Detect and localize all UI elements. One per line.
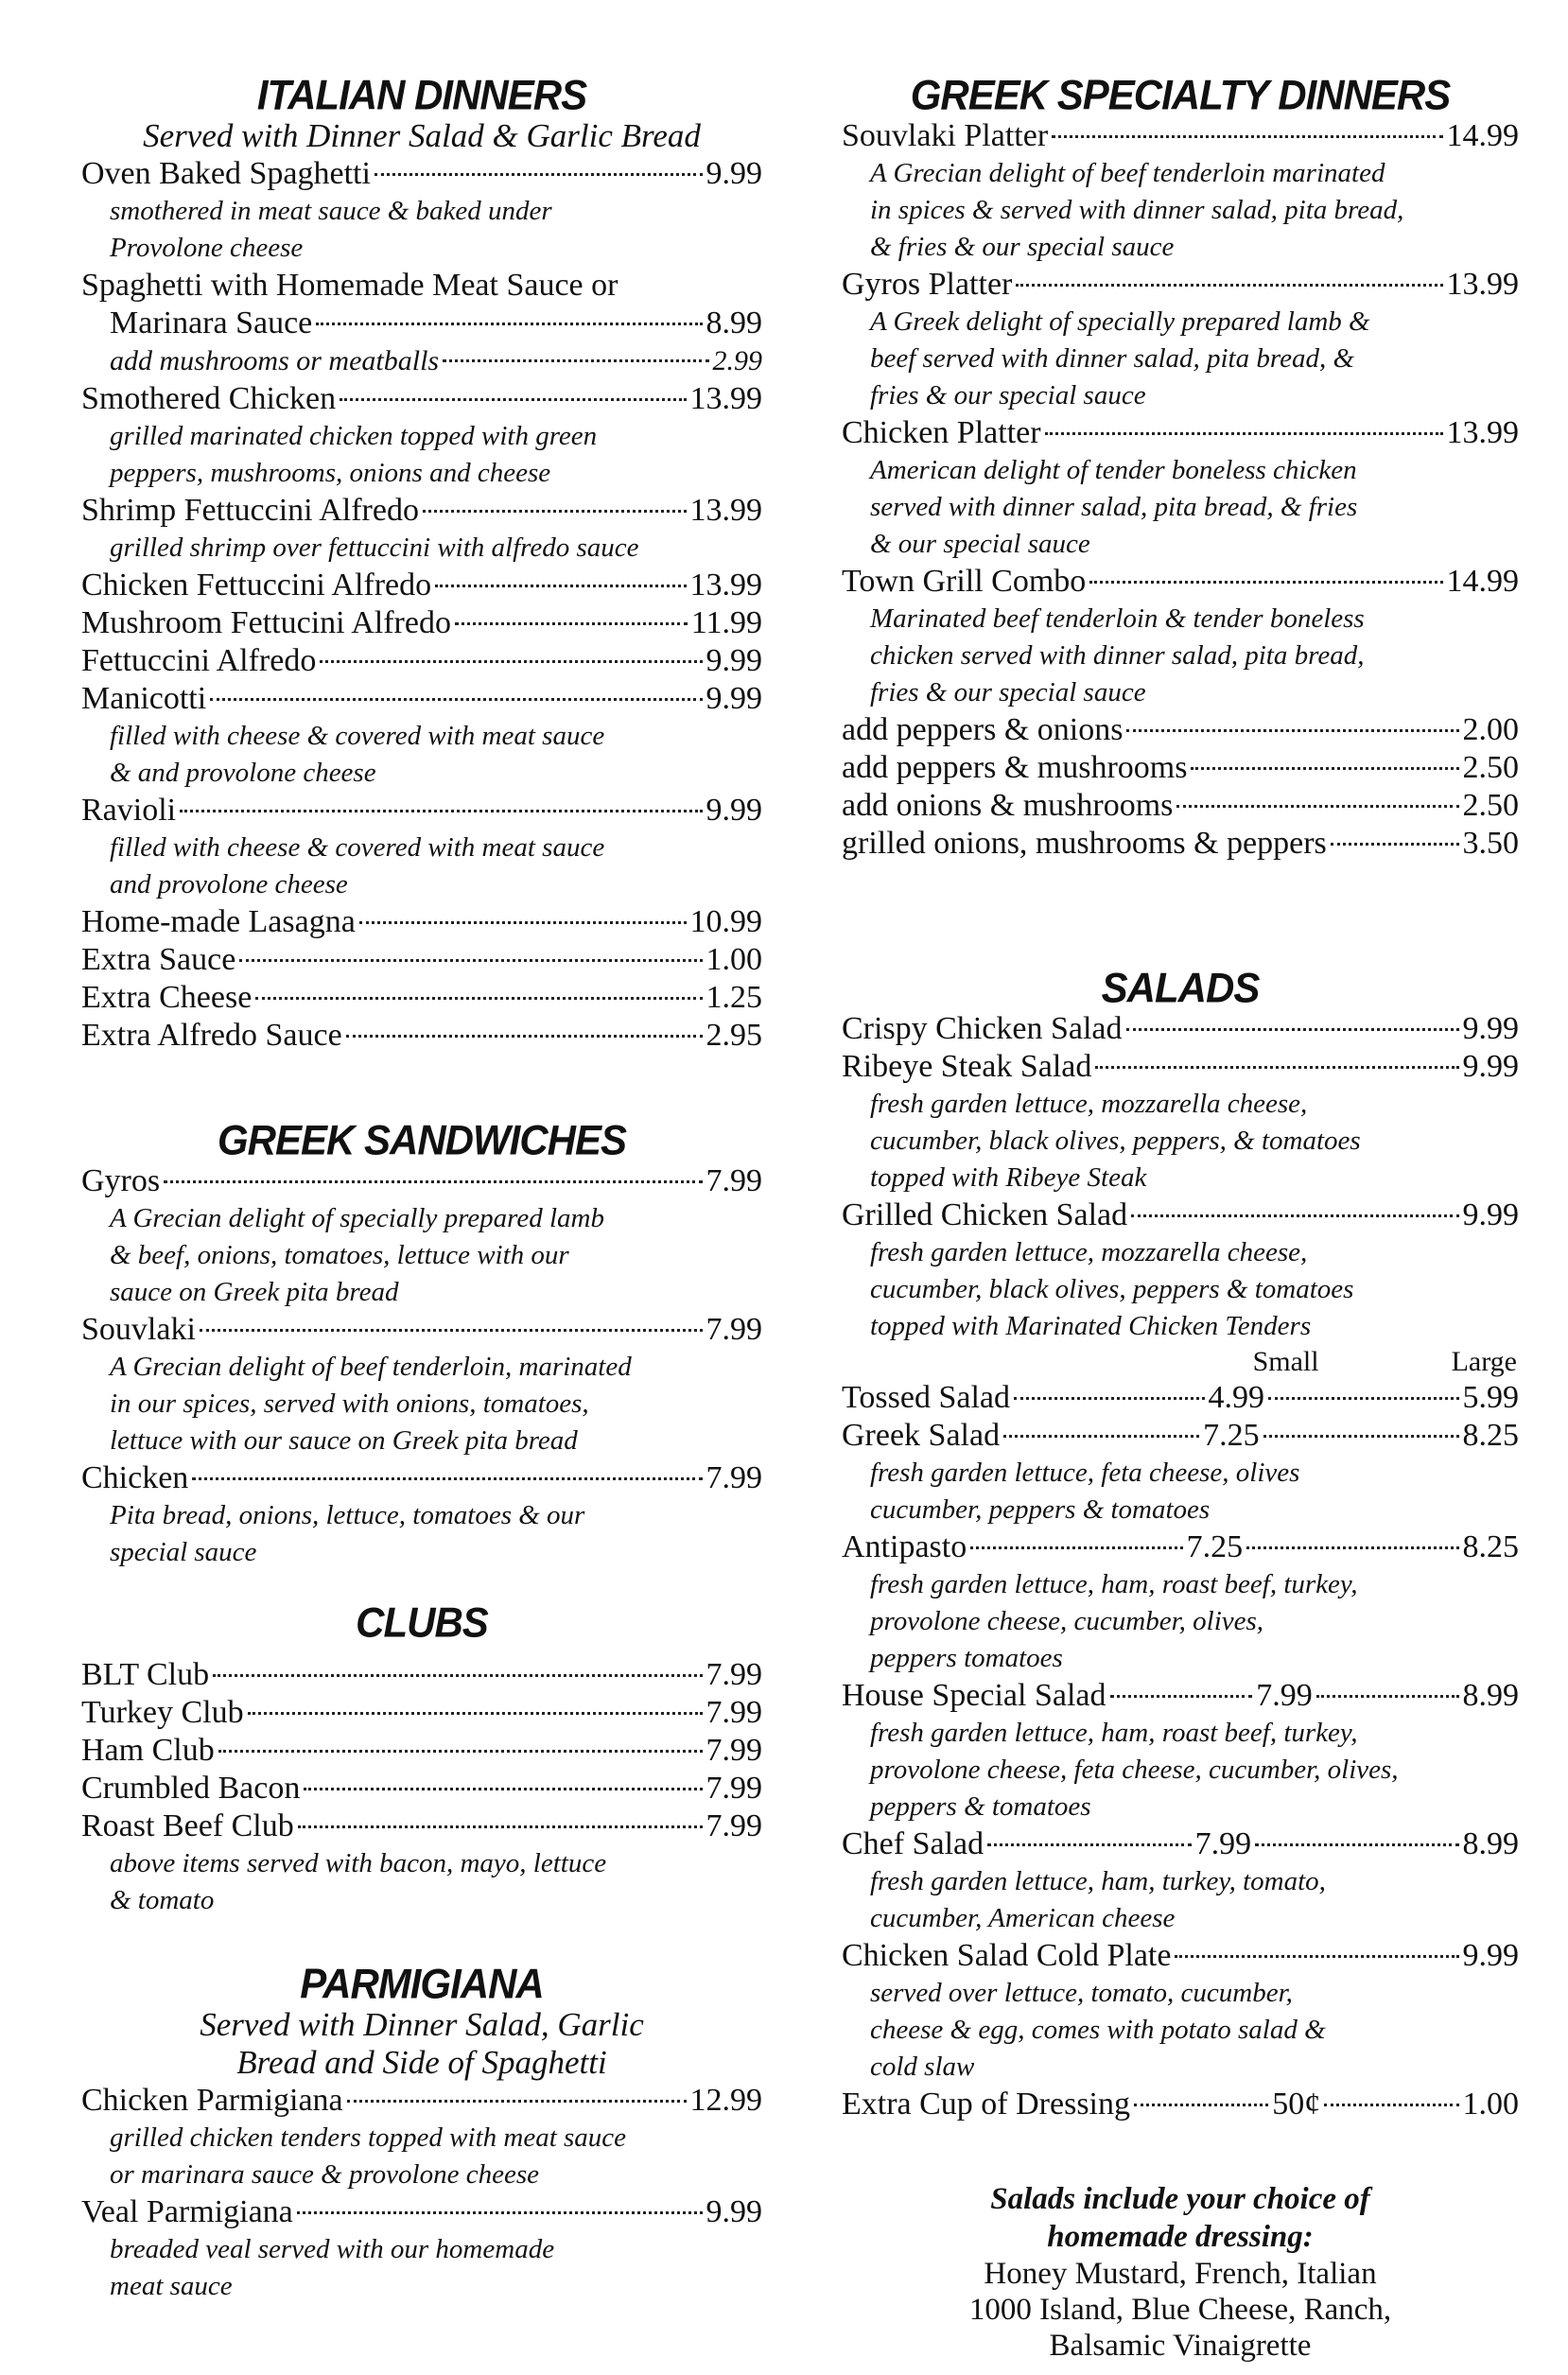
- item-price: 13.99: [1446, 415, 1519, 450]
- menu-item: [81, 567, 762, 604]
- item-name: Greek Salad: [842, 1418, 1001, 1453]
- menu-item: [842, 1048, 1519, 1086]
- leader-dots: [210, 698, 702, 701]
- price-large: 8.25: [1462, 1529, 1519, 1564]
- menu-items: [842, 117, 1519, 863]
- dressing-list-line: 1000 Island, Blue Cheese, Ranch,: [968, 2293, 1392, 2327]
- leader-dots: [1131, 1214, 1458, 1217]
- item-name: add peppers & mushrooms: [842, 750, 1188, 785]
- item-description: fresh garden lettuce, ham, roast beef, turkey, provolone cheese, feta cheese, cucumber, olives, peppers & tomatoes: [870, 1718, 1399, 1822]
- leader-dots: [1016, 284, 1442, 287]
- item-description: fresh garden lettuce, feta cheese, olives cucumber, peppers & tomatoes: [870, 1458, 1300, 1525]
- item-description: American delight of tender boneless chicken served with dinner salad, pita bread, & fries & our special sauce: [870, 455, 1358, 559]
- leader-dots: [375, 173, 703, 176]
- item-name: Ham Club: [81, 1733, 215, 1768]
- leader-dots: [213, 1674, 702, 1677]
- leader-dots: [298, 1825, 703, 1828]
- item-description: A Grecian delight of specially prepared lamb & beef, onions, tomatoes, lettuce with our sauce on Greek pita bread: [110, 1203, 604, 1307]
- menu-item: [842, 787, 1519, 825]
- item-price: 2.50: [1462, 750, 1519, 785]
- greek-sandwiches-section: [81, 1116, 762, 1571]
- menu-item: [81, 1770, 762, 1807]
- menu-item: [81, 1459, 762, 1497]
- item-price: 1.25: [706, 980, 762, 1015]
- item-price: 7.99: [706, 1733, 762, 1768]
- menu-item: [842, 1677, 1519, 1715]
- item-name: House Special Salad: [842, 1678, 1106, 1713]
- item-price: 9.99: [706, 643, 762, 678]
- price-large: 8.99: [1462, 1826, 1520, 1861]
- item-description: Pita bread, onions, lettuce, tomatoes & our special sauce: [110, 1500, 585, 1567]
- menu-item: [81, 1656, 762, 1694]
- item-name: Chicken: [81, 1460, 189, 1495]
- size-header: [842, 1345, 1519, 1379]
- leader-dots: [180, 810, 702, 812]
- item-description: fresh garden lettuce, mozzarella cheese, cucumber, black olives, peppers, & tomatoes topped with Ribeye Steak: [870, 1089, 1361, 1193]
- item-name: Souvlaki Platter: [842, 118, 1049, 153]
- item-price: 3.50: [1462, 826, 1519, 861]
- item-price: 9.99: [706, 793, 762, 828]
- leader-dots: [297, 2211, 703, 2214]
- menu-item: [81, 2193, 762, 2231]
- item-name: Shrimp Fettuccini Alfredo: [81, 493, 419, 528]
- section-title: GREEK SANDWICHES: [217, 1116, 627, 1164]
- section-title: GREEK SPECIALTY DINNERS: [910, 71, 1451, 119]
- leader-dots: [1246, 1546, 1458, 1549]
- item-name: grilled onions, mushrooms & peppers: [842, 826, 1327, 861]
- item-price: 12.99: [689, 2083, 762, 2118]
- italian-dinners-section: [81, 71, 762, 1055]
- menu-item: [81, 155, 762, 193]
- item-description: grilled shrimp over fettuccini with alfredo sauce: [110, 533, 639, 563]
- item-name: Gyros Platter: [842, 267, 1013, 302]
- menu-item: [81, 680, 762, 718]
- menu-item: [842, 1417, 1519, 1455]
- item-description: A Grecian delight of beef tenderloin marinated in spices & served with dinner salad, pita bread, & fries & our special sauce: [870, 158, 1404, 262]
- leader-dots: [1003, 1435, 1199, 1438]
- menu-item: [842, 563, 1519, 601]
- item-price: 11.99: [690, 605, 762, 640]
- item-price: 7.99: [706, 1808, 762, 1843]
- leader-dots: [1191, 767, 1458, 770]
- leader-dots: [218, 1750, 703, 1753]
- menu-item: [842, 414, 1519, 452]
- item-name: Smothered Chicken: [81, 381, 337, 416]
- leader-dots: [347, 2100, 687, 2103]
- item-price: 14.99: [1446, 564, 1519, 599]
- item-price: 7.99: [706, 1695, 762, 1730]
- leader-dots: [1324, 2104, 1458, 2106]
- menu-item: [81, 941, 762, 979]
- price-small: 50¢: [1272, 2087, 1321, 2122]
- item-description: above items served with bacon, mayo, lettuce & tomato: [110, 1848, 607, 1915]
- leader-dots: [1255, 1843, 1458, 1846]
- menu-item: [81, 1732, 762, 1770]
- dressing-note-line: homemade dressing:: [1047, 2220, 1314, 2254]
- item-price: 9.99: [1462, 1049, 1519, 1084]
- leader-dots: [1175, 1955, 1458, 1958]
- item-price: 8.99: [706, 306, 762, 341]
- menu-item: [81, 1694, 762, 1732]
- item-price: 13.99: [689, 381, 762, 416]
- item-price: 2.95: [706, 1018, 762, 1053]
- item-name: Chicken Platter: [842, 415, 1041, 450]
- menu-item: [842, 1528, 1519, 1566]
- price-large: 8.25: [1462, 1418, 1520, 1453]
- leader-dots: [1134, 2104, 1268, 2106]
- menu-item: [81, 305, 762, 342]
- item-price: 7.99: [706, 1460, 762, 1495]
- item-name: Mushroom Fettucini Alfredo: [81, 605, 451, 640]
- menu-item: [842, 1379, 1519, 1417]
- item-price: 7.99: [706, 1657, 762, 1692]
- menu-item: [81, 492, 762, 530]
- leader-dots: [164, 1180, 702, 1183]
- item-price: 9.99: [706, 681, 762, 716]
- section-subtitle: Served with Dinner Salad, Garlic Bread and Side of Spaghetti: [200, 2006, 644, 2081]
- price-large: 1.00: [1462, 2087, 1520, 2122]
- leader-dots: [255, 997, 702, 1000]
- leader-dots: [970, 1546, 1182, 1549]
- item-price: 7.99: [706, 1312, 762, 1347]
- item-name: Marinara Sauce: [110, 306, 313, 341]
- menu-item: [842, 825, 1519, 863]
- parmigiana-section: [81, 1960, 762, 2305]
- section-title: ITALIAN DINNERS: [256, 71, 587, 119]
- right-column: [842, 71, 1520, 2364]
- menu-items: [81, 2082, 762, 2305]
- menu-item: [81, 1017, 762, 1055]
- item-name: Manicotti: [81, 681, 207, 716]
- leader-dots: [1176, 805, 1458, 808]
- leader-dots: [455, 622, 688, 625]
- leader-dots: [1045, 432, 1443, 435]
- size-small-label: Small: [1252, 1346, 1319, 1377]
- item-name: Grilled Chicken Salad: [842, 1197, 1128, 1232]
- leader-dots: [435, 585, 686, 587]
- item-description: filled with cheese & covered with meat sauce and provolone cheese: [110, 832, 605, 899]
- item-description: smothered in meat sauce & baked under Provolone cheese: [110, 196, 552, 263]
- menu-item: [81, 1311, 762, 1349]
- item-name: Chicken Parmigiana: [81, 2083, 343, 2118]
- item-name: add peppers & onions: [842, 712, 1124, 747]
- menu-item: [81, 2082, 762, 2120]
- item-name: Extra Sauce: [81, 942, 236, 977]
- menu-item: [81, 1807, 762, 1845]
- leader-dots: [320, 660, 702, 663]
- item-description: fresh garden lettuce, mozzarella cheese, cucumber, black olives, peppers & tomatoes topped with Marinated Chicken Tenders: [870, 1237, 1354, 1341]
- leader-dots: [340, 398, 686, 401]
- menu-item: [842, 1196, 1519, 1234]
- leader-dots: [1268, 1397, 1459, 1400]
- menu-item: [842, 1825, 1519, 1863]
- item-description: Marinated beef tenderloin & tender boneless chicken served with dinner salad, pita bread, fries & our special sauce: [870, 603, 1365, 707]
- item-description: fresh garden lettuce, ham, turkey, tomato, cucumber, American cheese: [870, 1866, 1326, 1933]
- item-description: fresh garden lettuce, ham, roast beef, turkey, provolone cheese, cucumber, olives, peppers tomatoes: [870, 1569, 1358, 1673]
- item-name: Extra Cup of Dressing: [842, 2087, 1131, 2122]
- item-price: 13.99: [1446, 267, 1519, 302]
- leader-dots: [1014, 1397, 1205, 1400]
- dressing-list-line: Honey Mustard, French, Italian: [984, 2257, 1377, 2291]
- item-description: A Grecian delight of beef tenderloin, marinated in our spices, served with onions, tomatoes, lettuce with our sauce on Greek pita bread: [110, 1352, 632, 1456]
- menu-item: [81, 604, 762, 642]
- price-small: 7.25: [1186, 1529, 1244, 1564]
- size-large-label: Large: [1451, 1346, 1517, 1377]
- item-name: Home-made Lasagna: [81, 904, 356, 939]
- item-name: Fettuccini Alfredo: [81, 643, 317, 678]
- leader-dots: [1052, 135, 1442, 138]
- menu-item: [81, 642, 762, 680]
- leader-dots: [248, 1712, 703, 1715]
- leader-dots: [1126, 1028, 1459, 1031]
- item-description: grilled marinated chicken topped with green peppers, mushrooms, onions and cheese: [110, 421, 598, 488]
- item-price: 10.99: [689, 904, 762, 939]
- menu-item: [81, 1162, 762, 1200]
- item-price: 9.99: [706, 156, 762, 191]
- menu-items: [81, 155, 762, 1055]
- salads-section: [842, 964, 1520, 2364]
- clubs-section: [81, 1598, 762, 1919]
- item-description: breaded veal served with our homemade meat sauce: [110, 2234, 555, 2301]
- menu-items: [81, 1162, 762, 1571]
- leader-dots: [346, 1035, 703, 1038]
- price-small: 7.99: [1256, 1678, 1313, 1713]
- item-name: Extra Alfredo Sauce: [81, 1018, 342, 1053]
- leader-dots: [1089, 581, 1442, 584]
- section-title: CLUBS: [356, 1598, 488, 1647]
- section-title: SALADS: [1101, 964, 1260, 1012]
- item-price: 14.99: [1446, 118, 1519, 153]
- item-name: add mushrooms or meatballs: [110, 345, 440, 376]
- dressing-note-line: Salads include your choice of: [990, 2182, 1370, 2216]
- item-name: Gyros: [81, 1163, 161, 1198]
- leader-dots: [1331, 843, 1459, 846]
- item-name: Chicken Fettuccini Alfredo: [81, 568, 432, 602]
- menu-item: [842, 266, 1519, 304]
- item-price: 9.99: [1462, 1197, 1519, 1232]
- section-subtitle: Served with Dinner Salad & Garlic Bread: [143, 117, 701, 154]
- leader-dots: [423, 510, 687, 513]
- item-description: A Greek delight of specially prepared lamb & beef served with dinner salad, pita bread, & fries & our special sauce: [870, 306, 1370, 410]
- left-column: [81, 71, 762, 2305]
- item-name: Extra Cheese: [81, 980, 253, 1015]
- menu-items: [842, 1010, 1519, 2123]
- item-name: Chicken Salad Cold Plate: [842, 1938, 1172, 1973]
- leader-dots: [1263, 1435, 1459, 1438]
- menu-item: [842, 749, 1519, 787]
- item-price: 9.99: [706, 2194, 762, 2229]
- leader-dots: [304, 1788, 702, 1790]
- item-price: 9.99: [1462, 1938, 1519, 1973]
- item-name: Chef Salad: [842, 1826, 984, 1861]
- item-name: Roast Beef Club: [81, 1808, 294, 1843]
- item-name: Tossed Salad: [842, 1380, 1010, 1415]
- item-price: 2.00: [1462, 712, 1519, 747]
- leader-dots: [443, 359, 708, 362]
- item-price: 1.00: [706, 942, 762, 977]
- menu-item: [81, 903, 762, 941]
- price-small: 4.99: [1208, 1380, 1264, 1415]
- item-name: Town Grill Combo: [842, 564, 1087, 599]
- item-price: 7.99: [706, 1163, 762, 1198]
- price-large: 8.99: [1462, 1678, 1519, 1713]
- item-description: filled with cheese & covered with meat sauce & and provolone cheese: [110, 721, 605, 788]
- leader-dots: [316, 323, 702, 325]
- menu-item: [842, 2086, 1519, 2123]
- leader-dots: [192, 1477, 702, 1480]
- greek-specialty-dinners-section: [842, 71, 1519, 863]
- item-name: BLT Club: [81, 1657, 210, 1692]
- menu-item: [81, 792, 762, 830]
- item-name: Ravioli: [81, 793, 177, 828]
- item-name: Crumbled Bacon: [81, 1771, 301, 1806]
- price-large: 5.99: [1462, 1380, 1519, 1415]
- leader-dots: [1110, 1695, 1253, 1698]
- leader-dots: [239, 959, 702, 962]
- item-name: Antipasto: [842, 1529, 967, 1564]
- item-name: Oven Baked Spaghetti: [81, 156, 371, 191]
- item-name: Souvlaki: [81, 1312, 196, 1347]
- item-price: 7.99: [706, 1771, 762, 1806]
- item-name: Crispy Chicken Salad: [842, 1011, 1123, 1046]
- section-title: PARMIGIANA: [300, 1960, 544, 2008]
- item-price: 2.50: [1462, 788, 1519, 823]
- item-name: add onions & mushrooms: [842, 788, 1174, 823]
- item-description: served over lettuce, tomato, cucumber, cheese & egg, comes with potato salad & cold slaw: [870, 1978, 1326, 2082]
- item-name: Turkey Club: [81, 1695, 244, 1730]
- item-price: 13.99: [689, 568, 762, 602]
- dressing-note: [842, 2180, 1519, 2364]
- item-price: 13.99: [689, 493, 762, 528]
- leader-dots: [1126, 729, 1458, 732]
- menu-item: [81, 380, 762, 418]
- item-name: Spaghetti with Homemade Meat Sauce or: [81, 268, 618, 303]
- menu-item: [842, 1937, 1519, 1975]
- leader-dots: [1316, 1695, 1459, 1698]
- menu-item: [842, 1010, 1519, 1048]
- menu-item: [81, 979, 762, 1017]
- item-name: Veal Parmigiana: [81, 2194, 293, 2229]
- item-description: grilled chicken tenders topped with meat sauce or marinara sauce & provolone cheese: [110, 2122, 627, 2190]
- item-price: 9.99: [1462, 1011, 1519, 1046]
- menu-items: [81, 1656, 762, 1919]
- dressing-list-line: Balsamic Vinaigrette: [1049, 2329, 1312, 2363]
- menu-item: [81, 342, 762, 380]
- menu-item: [842, 117, 1519, 155]
- menu-item: [842, 711, 1519, 749]
- price-small: 7.25: [1203, 1418, 1260, 1453]
- leader-dots: [987, 1843, 1191, 1846]
- leader-dots: [1095, 1066, 1458, 1069]
- item-price: 2.99: [712, 345, 762, 376]
- item-name: Ribeye Steak Salad: [842, 1049, 1092, 1084]
- leader-dots: [200, 1329, 703, 1332]
- price-small: 7.99: [1194, 1826, 1252, 1861]
- leader-dots: [359, 921, 687, 924]
